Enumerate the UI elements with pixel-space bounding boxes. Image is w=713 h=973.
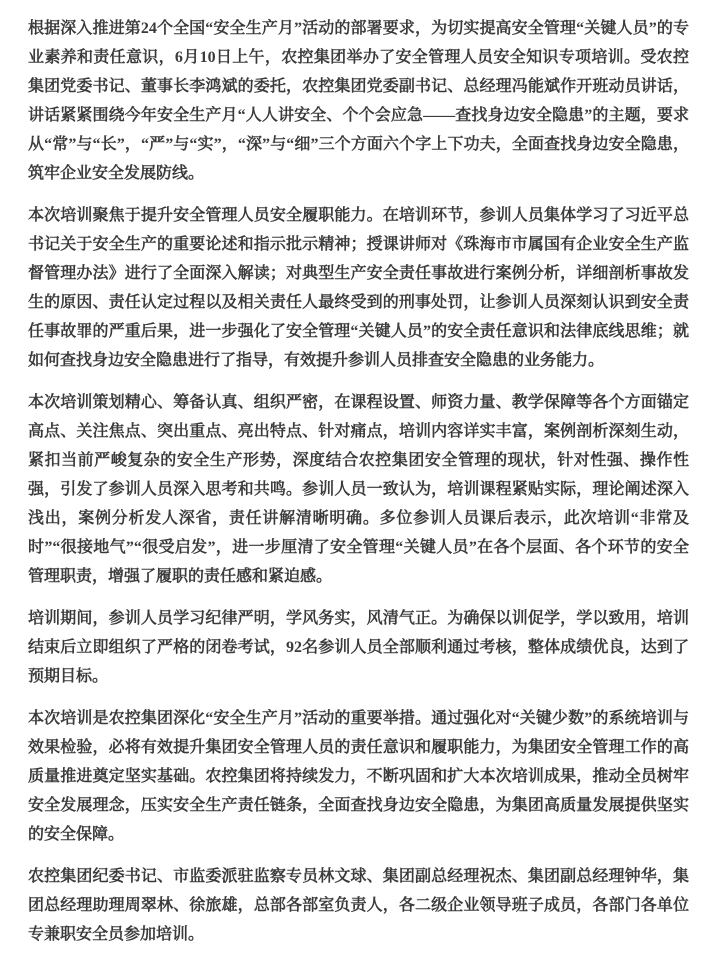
paragraph-significance: 本次培训是农控集团深化“安全生产月”活动的重要举措。通过强化对“关键少数”的系统培训与效果检验，必将有效提升集团安全管理人员的责任意识和履职能力，为集团安全管理工作的高质量推进奠定坚实基础。农控集团将持续发力，不断巩固和扩大本次培训成果，推动全员树牢安全发展理念，压实安全生产责任链条，全面查找身边安全隐患，为集团高质量发展提供坚实的安全保障。 [28, 710, 689, 843]
paragraph-training-organization: 本次培训策划精心、筹备认真、组织严密，在课程设置、师资力量、教学保障等各个方面锚定高点、关注焦点、突出重点、亮出特点、针对痛点，培训内容详实丰富，案例剖析深刻生动，紧扣当前严峻复杂的安全生产形势，深度结合农控集团安全管理的现状，针对性强、操作性强，引发了参训人员深入思考和共鸣。参训人员一致认为，培训课程紧贴实际，理论阐述深入浅出，案例分析发人深省，责任讲解清晰明确。多位参训人员课后表示，此次培训“非常及时”“很接地气”“很受启发”，进一步厘清了安全管理“关键人员”在各个层面、各个环节的安全管理职责，增强了履职的责任感和紧迫感。 [28, 394, 689, 585]
paragraph-exam-results: 培训期间，参训人员学习纪律严明，学风务实，风清气正。为确保以训促学，学以致用，培训结束后立即组织了严格的闭卷考试，92名参训人员全部顺利通过考核，整体成绩优良，达到了预期目标。 [28, 610, 689, 685]
paragraph-attendees: 农控集团纪委书记、市监委派驻监察专员林文球、集团副总经理祝杰、集团副总经理钟华，集团总经理助理周翠林、徐旅雄，总部各部室负责人，各二级企业领导班子成员，各部门各单位专兼职安全员参加培训。 [28, 868, 689, 943]
paragraph-training-content: 本次培训聚焦于提升安全管理人员安全履职能力。在培训环节，参训人员集体学习了习近平总书记关于安全生产的重要论述和指示批示精神；授课讲师对《珠海市市属国有企业安全生产监督管理办法》进行了全面深入解读；对典型生产安全责任事故进行案例分析，详细剖析事故发生的原因、责任认定过程以及相关责任人最终受到的刑事处罚，让参训人员深刻认识到安全责任事故罪的严重后果，进一步强化了安全管理“关键人员”的安全责任意识和法律底线思维；就如何查找身边安全隐患进行了指导，有效提升参训人员排查安全隐患的业务能力。 [28, 207, 689, 369]
paragraph-intro: 根据深入推进第24个全国“安全生产月”活动的部署要求，为切实提高安全管理“关键人员”的专业素养和责任意识，6月10日上午，农控集团举办了安全管理人员安全知识专项培训。受农控集团党委书记、董事长李鸿斌的委托，农控集团党委副书记、总经理冯能斌作开班动员讲话，讲话紧紧围绕今年安全生产月“人人讲安全、个个会应急——查找身边安全隐患”的主题，要求从“常”与“长”，“严”与“实”，“深”与“细”三个方面六个字上下功夫，全面查找身边安全隐患，筑牢企业安全发展防线。 [28, 20, 689, 182]
